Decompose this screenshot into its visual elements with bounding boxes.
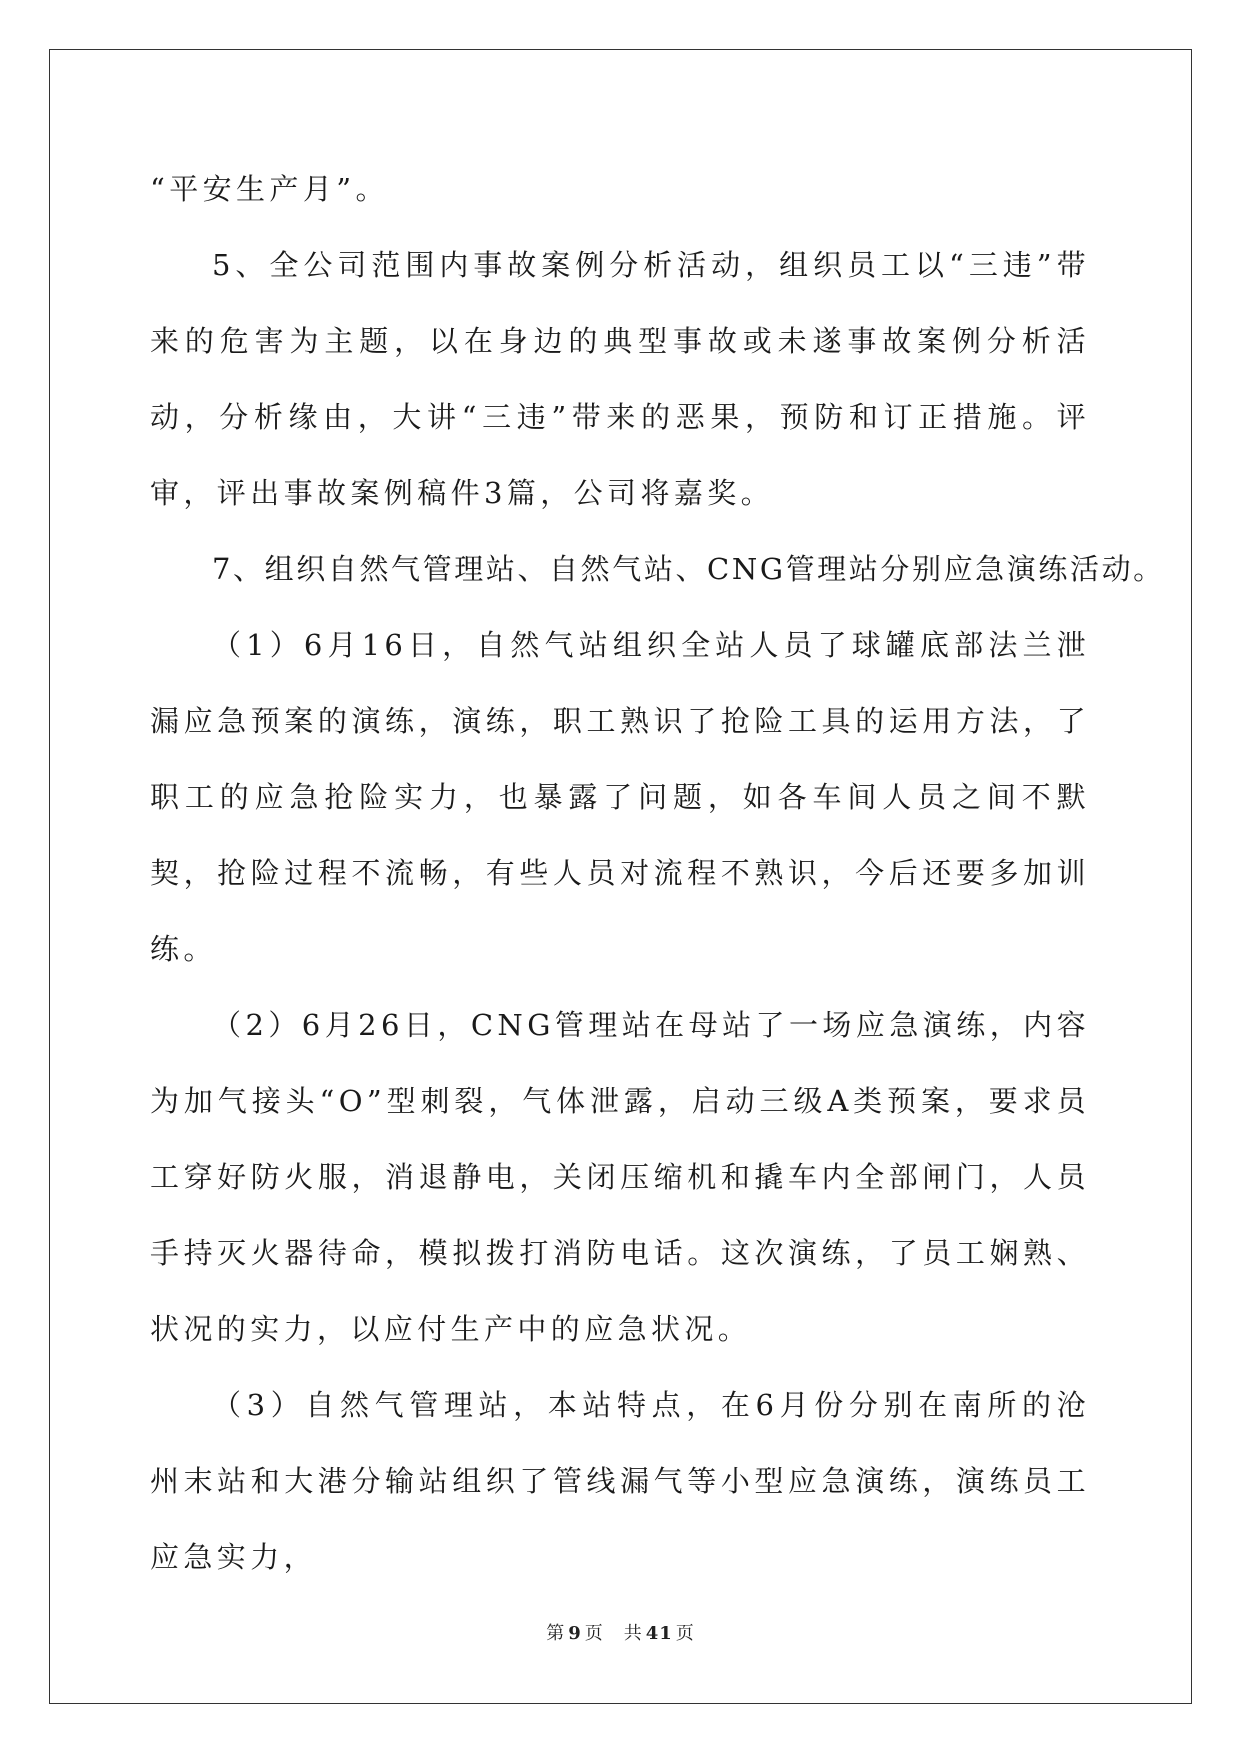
document-body (150, 151, 1165, 1595)
paragraph-item-7: 7、组织自然气管理站、自然气站、CNG管理站分别应急演练活动。 (212, 552, 1165, 586)
footer-total-unit: 页 (675, 1623, 695, 1644)
paragraph-sub-2: （2）6月26日，CNG管理站在母站了一场应急演练，内容为加气接头“O”型刺裂，气体泄露，启动三级A类预案，要求员工穿好防火服，消退静电，关闭压缩机和撬车内全部闸门，人员手持灭火器待命，模拟拨打消防电话。这次演练，了员工娴熟、状况的实力，以应付生产中的应急状况。 (150, 1008, 1090, 1346)
footer-page-current: 9 (568, 1623, 582, 1644)
paragraph-sub-3: （3）自然气管理站，本站特点，在6月份分别在南所的沧州末站和大港分输站组织了管线漏气等小型应急演练，演练员工应急实力， (150, 1388, 1090, 1574)
paragraph-continuation: “平安生产月”。 (150, 172, 389, 206)
paragraph-item-5: 5、全公司范围内事故案例分析活动，组织员工以“三违”带来的危害为主题，以在身边的典型事故或未遂事故案例分析活动，分析缘由，大讲“三违”带来的恶果，预防和订正措施。评审，评出事故案例稿件3篇，公司将嘉奖。 (150, 248, 1090, 510)
footer-page-prefix: 第 (546, 1623, 566, 1644)
footer-page-unit: 页 (584, 1623, 604, 1644)
footer-total-prefix: 共 (623, 1623, 643, 1644)
footer-page-total: 41 (645, 1623, 673, 1644)
paragraph-sub-1: （1）6月16日，自然气站组织全站人员了球罐底部法兰泄漏应急预案的演练，演练，职工熟识了抢险工具的运用方法，了职工的应急抢险实力，也暴露了问题，如各车间人员之间不默契，抢险过程不流畅，有些人员对流程不熟识，今后还要多加训练。 (150, 628, 1090, 966)
page-footer (0, 1619, 1241, 1645)
